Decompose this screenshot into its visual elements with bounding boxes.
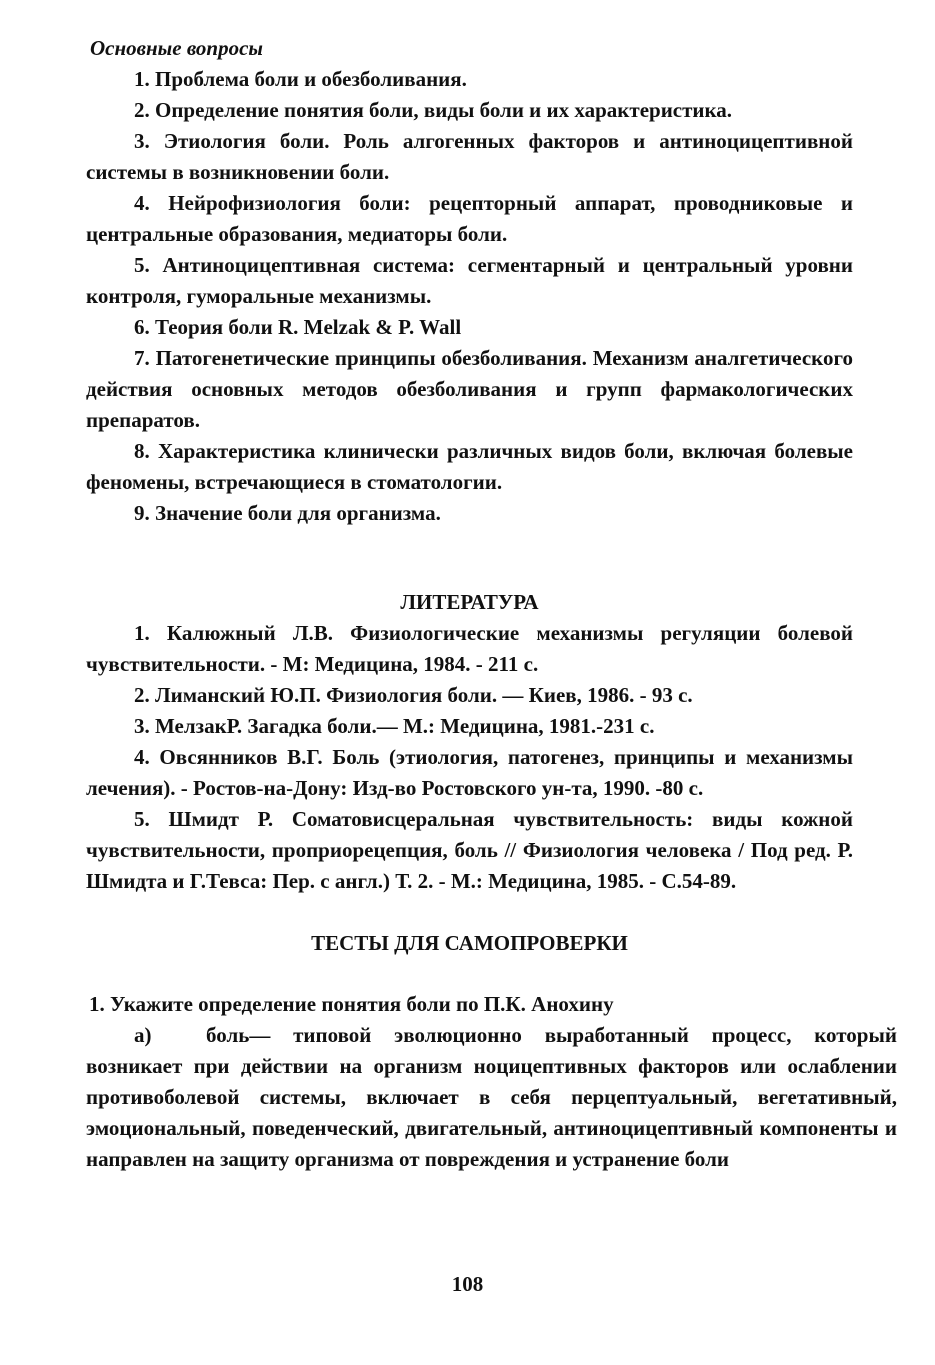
literature-item-5: 5. Шмидт Р. Соматовисцеральная чувствительность: виды кожной чувствительности, проприорецепция, боль // Физиология человека / Под ред. Р. Шмидта и Г.Тевса: Пер. с англ.) Т. 2. - М.: Медицина, 1985. - С.54-89. bbox=[86, 807, 853, 893]
question-item-8: 8. Характеристика клинически различных видов боли, включая болевые феномены, встречающиеся в стоматологии. bbox=[86, 439, 853, 494]
answer-letter: а) bbox=[134, 1023, 152, 1047]
document-page bbox=[86, 33, 897, 1175]
literature-item-4: 4. Овсянников В.Г. Боль (этиология, патогенез, принципы и механизмы лечения). - Ростов-на-Дону: Изд-во Ростовского ун-та, 1990. -80 с. bbox=[86, 745, 853, 800]
literature-item-3: 3. МелзакР. Загадка боли.— М.: Медицина, 1981.-231 с. bbox=[134, 714, 655, 738]
literature-item-2: 2. Лиманский Ю.П. Физиология боли. — Киев, 1986. - 93 с. bbox=[134, 683, 693, 707]
question-item-2: 2. Определение понятия боли, виды боли и их характеристика. bbox=[134, 98, 733, 122]
literature-item-1: 1. Калюжный Л.В. Физиологические механизмы регуляции болевой чувствительности. - М: Медицина, 1984. - 211 с. bbox=[86, 621, 853, 676]
question-item-5: 5. Антиноцицептивная система: сегментарный и центральный уровни контроля, гуморальные механизмы. bbox=[86, 253, 853, 308]
page-number: 108 bbox=[451, 1272, 484, 1296]
test-question-1: 1. Укажите определение понятия боли по П.К. Анохину bbox=[89, 992, 614, 1016]
questions-section-title: Основные вопросы bbox=[90, 36, 264, 60]
answer-text: боль— типовой эволюционно выработанный процесс, который возникает при действии на организм ноцицептивных факторов или ослаблении противоболевой системы, включает в себя перцептуальный, вегетативный, эмоциональный, поведенческий, двигательный, антиноцицептивный компоненты и направлен на защиту организма от повреждения и устранение боли bbox=[86, 1023, 897, 1171]
question-item-6: 6. Теория боли R. Melzak & P. Wall bbox=[134, 315, 462, 339]
section-spacer bbox=[86, 897, 853, 928]
literature-heading: ЛИТЕРАТУРА bbox=[400, 590, 539, 614]
question-item-9: 9. Значение боли для организма. bbox=[134, 501, 441, 525]
section-spacer bbox=[86, 529, 853, 587]
question-item-4: 4. Нейрофизиология боли: рецепторный аппарат, проводниковые и центральные образования, медиаторы боли. bbox=[86, 191, 853, 246]
tests-heading: ТЕСТЫ ДЛЯ САМОПРОВЕРКИ bbox=[311, 931, 628, 955]
question-item-7: 7. Патогенетические принципы обезболивания. Механизм аналгетического действия основных методов обезболивания и групп фармакологических препаратов. bbox=[86, 346, 853, 432]
question-item-3: 3. Этиология боли. Роль алгогенных факторов и антиноцицептивной системы в возникновении боли. bbox=[86, 129, 853, 184]
test-answer-a bbox=[86, 1020, 897, 1175]
section-spacer bbox=[86, 959, 853, 989]
question-item-1: 1. Проблема боли и обезболивания. bbox=[134, 67, 467, 91]
